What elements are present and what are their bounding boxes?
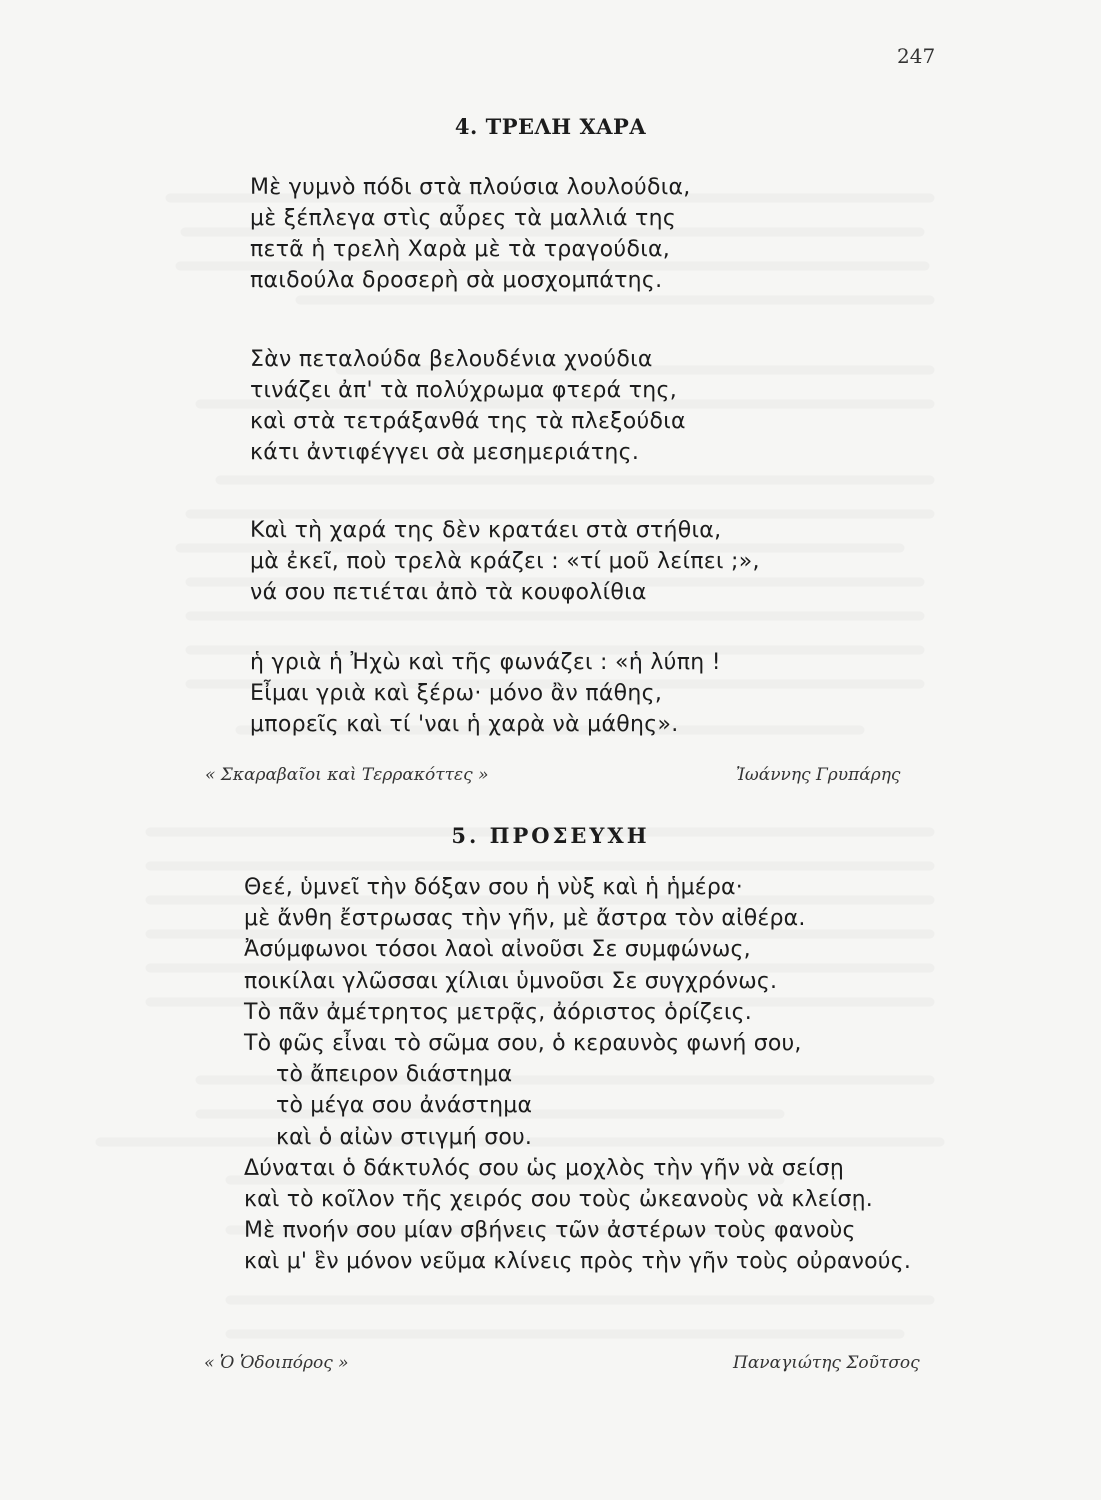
- verse-line: Εἶμαι γριὰ καὶ ξέρω· μόνο ἂν πάθης,: [250, 681, 663, 706]
- poem-title: 4. ΤΡΕΛΗ ΧΑΡΑ: [454, 114, 647, 139]
- verse-line-indented: καὶ ὁ αἰὼν στιγμή σου.: [276, 1124, 533, 1150]
- verse-line: καὶ στὰ τετράξανθά της τὰ πλεξούδια: [250, 409, 686, 434]
- verse-line: τινάζει ἀπ' τὰ πολύχρωμα φτερά της,: [250, 378, 678, 403]
- poem-title: 5. ΠΡΟΣΕΥΧΗ: [451, 823, 650, 848]
- verse-line: καὶ μ' ἓν μόνον νεῦμα κλίνεις πρὸς τὴν γῆν τοὺς οὐρανούς.: [244, 1249, 912, 1275]
- verse-line: ἡ γριὰ ἡ Ἠχὼ καὶ τῆς φωνάζει : «ἡ λύπη !: [250, 650, 721, 675]
- verse-line: μὲ ἄνθη ἔστρωσας τὴν γῆν, μὲ ἄστρα τὸν αἰθέρα.: [244, 906, 806, 932]
- verse-line: Μὲ γυμνὸ πόδι στὰ πλούσια λουλούδια,: [250, 175, 691, 200]
- verse-line-indented: τὸ μέγα σου ἀνάστημα: [276, 1093, 533, 1119]
- verse-line: Τὸ πᾶν ἀμέτρητος μετρᾷς, ἀόριστος ὁρίζεις.: [244, 999, 752, 1025]
- verse-line: μὲ ξέπλεγα στὶς αὖρες τὰ μαλλιά της: [250, 206, 677, 231]
- verse-line: Καὶ τὴ χαρά της δὲν κρατάει στὰ στήθια,: [250, 518, 722, 543]
- verse-line: μὰ ἐκεῖ, ποὺ τρελὰ κράζει : «τί μοῦ λείπει ;»,: [250, 549, 760, 574]
- stanza: [250, 647, 721, 740]
- verse-line: μπορεῖς καὶ τί 'ναι ἡ χαρὰ νὰ μάθης».: [250, 712, 679, 737]
- verse-line: ποικίλαι γλῶσσαι χίλιαι ὑμνοῦσι Σε συγχρόνως.: [244, 968, 778, 994]
- verse-line: Δύναται ὁ δάκτυλός σου ὡς μοχλὸς τὴν γῆν νὰ σείσῃ: [244, 1155, 844, 1181]
- verse-line-indented: τὸ ἄπειρον διάστημα: [276, 1062, 513, 1088]
- poem-author: Ἰωάννης Γρυπάρης: [736, 765, 901, 785]
- verse-line: Θεέ, ὑμνεῖ τὴν δόξαν σου ἡ νὺξ καὶ ἡ ἡμέρα·: [244, 875, 743, 900]
- verse-line: Σὰν πεταλούδα βελουδένια χνούδια: [250, 347, 653, 372]
- stanza: [250, 344, 686, 468]
- verse-line: καὶ τὸ κοῖλον τῆς χειρός σου τοὺς ὠκεανοὺς νὰ κλείσῃ.: [244, 1187, 873, 1213]
- poem-body: [244, 872, 911, 1278]
- verse-line: πετᾶ ἡ τρελὴ Χαρὰ μὲ τὰ τραγούδια,: [250, 237, 671, 262]
- stanza: [250, 515, 760, 608]
- verse-line: παιδούλα δροσερὴ σὰ μοσχομπάτης.: [250, 268, 663, 293]
- stanza: [250, 172, 691, 296]
- verse-line: Μὲ πνοήν σου μίαν σβήνεις τῶν ἀστέρων τοὺς φανοὺς: [244, 1218, 856, 1244]
- verse-line: κάτι ἀντιφέγγει σὰ μεσημεριάτης.: [250, 440, 640, 465]
- verse-line: νά σου πετιέται ἀπὸ τὰ κουφολίθια: [250, 580, 647, 605]
- poem-source: « Σκαραβαῖοι καὶ Τερρακόττες »: [205, 765, 489, 785]
- verse-line: Ἀσύμφωνοι τόσοι λαοὶ αἰνοῦσι Σε συμφώνως,: [244, 937, 751, 963]
- page-number: 247: [897, 44, 936, 68]
- poem-source: « Ὁ Ὁδοιπόρος »: [204, 1353, 349, 1373]
- poem-author: Παναγιώτης Σοῦτσος: [733, 1353, 920, 1373]
- verse-line: Τὸ φῶς εἶναι τὸ σῶμα σου, ὁ κεραυνὸς φωνή σου,: [244, 1031, 802, 1057]
